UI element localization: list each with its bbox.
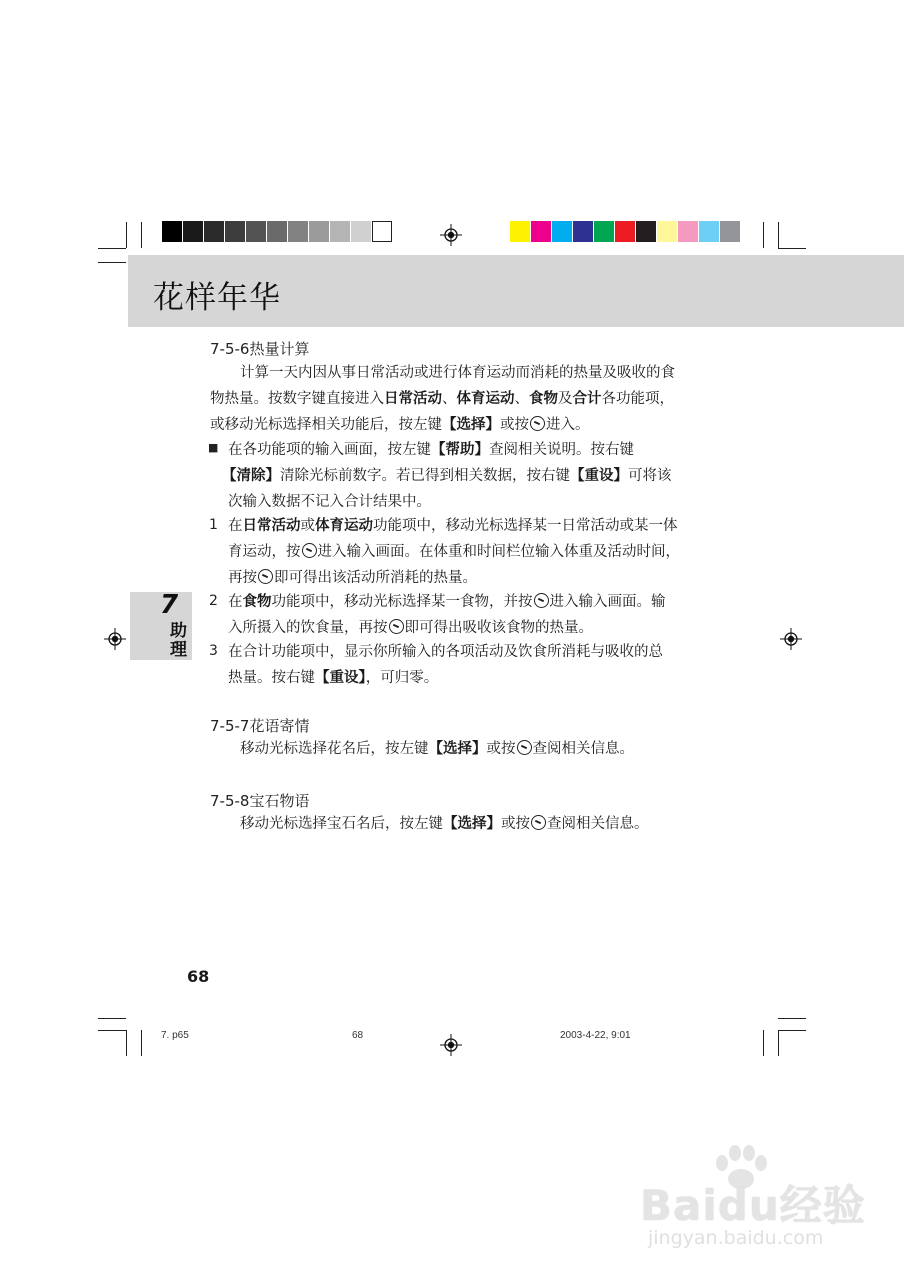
section-body: 移动光标选择宝石名后，按左键【选择】或按 查阅相关信息。 — [240, 815, 649, 832]
crop-mark — [778, 1018, 806, 1019]
intro-line-3: 或移动光标选择相关功能后，按左键【选择】或按 进入。 — [210, 416, 590, 433]
bullet-line-2: 【清除】清除光标前数字。若已得到相关数据，按右键【重设】可将该 — [222, 467, 672, 484]
color-swatch — [288, 221, 308, 242]
crop-mark — [141, 1030, 142, 1056]
color-swatch — [699, 221, 719, 242]
crop-mark — [98, 248, 126, 249]
item-3-line-2: 热量。按右键【重设】，可归零。 — [228, 669, 439, 686]
crop-mark — [763, 222, 764, 248]
bullet-line-1: 在各功能项的输入画面，按左键【帮助】查阅相关说明。按右键 — [228, 441, 634, 458]
crop-mark — [126, 222, 127, 248]
crop-mark — [778, 248, 806, 249]
registration-mark-icon — [440, 224, 462, 246]
color-swatch — [657, 221, 677, 242]
color-swatch — [636, 221, 656, 242]
color-swatch — [183, 221, 203, 242]
bullet-line-3: 次输入数据不记入合计结果中。 — [228, 494, 431, 510]
page-number: 68 — [187, 967, 210, 986]
ok-key-icon — [531, 815, 546, 830]
crop-mark — [778, 1030, 806, 1031]
item-number: 1 — [209, 517, 218, 533]
color-swatch — [573, 221, 593, 242]
registration-mark-icon — [104, 628, 126, 650]
registration-mark-icon — [780, 628, 802, 650]
color-swatch — [510, 221, 530, 242]
bullet-marker: ■ — [208, 441, 219, 454]
item-1-line-1: 在日常活动或体育运动功能项中，移动光标选择某一日常活动或某一体 — [228, 517, 678, 534]
watermark-text: Baidu经验 — [640, 1181, 866, 1230]
color-swatch — [225, 221, 245, 242]
intro-line-2: 物热量。按数字键直接进入日常活动、体育运动、食物及合计各功能项， — [210, 390, 674, 407]
crop-mark — [141, 222, 142, 248]
chapter-label: 助理 — [170, 621, 187, 660]
chapter-number: 7 — [160, 590, 179, 620]
color-swatch — [594, 221, 614, 242]
color-swatch — [330, 221, 350, 242]
crop-mark — [98, 1018, 126, 1019]
item-1-line-2: 育运动，按 进入输入画面。在体重和时间栏位输入体重及活动时间， — [228, 544, 680, 560]
item-3-line-1: 在合计功能项中，显示你所输入的各项活动及饮食所消耗与吸收的总 — [228, 644, 663, 660]
slug-page: 68 — [352, 1030, 364, 1041]
color-swatch — [678, 221, 698, 242]
crop-mark — [126, 1030, 127, 1056]
item-number: 3 — [209, 643, 218, 659]
crop-mark — [763, 1030, 764, 1056]
color-swatch — [246, 221, 266, 242]
section-title: 7-5-6热量计算 — [210, 340, 310, 358]
ok-key-icon — [530, 416, 545, 431]
crop-mark — [98, 1030, 126, 1031]
color-swatch — [309, 221, 329, 242]
item-1-line-3: 再按 即可得出该活动所消耗的热量。 — [228, 570, 477, 586]
registration-mark-icon — [440, 1034, 462, 1056]
watermark-url: jingyan.baidu.com — [648, 1227, 824, 1249]
color-swatch — [552, 221, 572, 242]
ok-key-icon — [517, 740, 532, 755]
item-number: 2 — [209, 593, 218, 609]
crop-mark — [98, 262, 126, 263]
color-swatch — [720, 221, 740, 242]
section-title: 7-5-7花语寄情 — [210, 717, 310, 735]
color-swatch — [372, 221, 392, 242]
slug-file: 7. p65 — [161, 1030, 189, 1041]
page-title: 花样年华 — [153, 280, 281, 316]
color-swatch — [531, 221, 551, 242]
crop-mark — [778, 222, 779, 248]
ok-key-icon — [389, 619, 404, 634]
color-swatch — [351, 221, 371, 242]
color-swatch — [204, 221, 224, 242]
ok-key-icon — [258, 569, 273, 584]
ok-key-icon — [534, 593, 549, 608]
section-body: 移动光标选择花名后，按左键【选择】或按 查阅相关信息。 — [240, 740, 634, 757]
color-swatch — [615, 221, 635, 242]
item-2-line-1: 在食物功能项中，移动光标选择某一食物，并按 进入输入画面。输 — [228, 593, 666, 610]
color-swatch — [267, 221, 287, 242]
crop-mark — [778, 1030, 779, 1056]
intro-line-1: 计算一天内因从事日常活动或进行体育运动而消耗的热量及吸收的食 — [240, 365, 675, 381]
slug-date: 2003-4-22, 9:01 — [560, 1030, 631, 1041]
ok-key-icon — [302, 543, 317, 558]
item-2-line-2: 入所摄入的饮食量，再按 即可得出吸收该食物的热量。 — [228, 620, 593, 636]
color-swatch — [162, 221, 182, 242]
section-title: 7-5-8宝石物语 — [210, 792, 310, 810]
